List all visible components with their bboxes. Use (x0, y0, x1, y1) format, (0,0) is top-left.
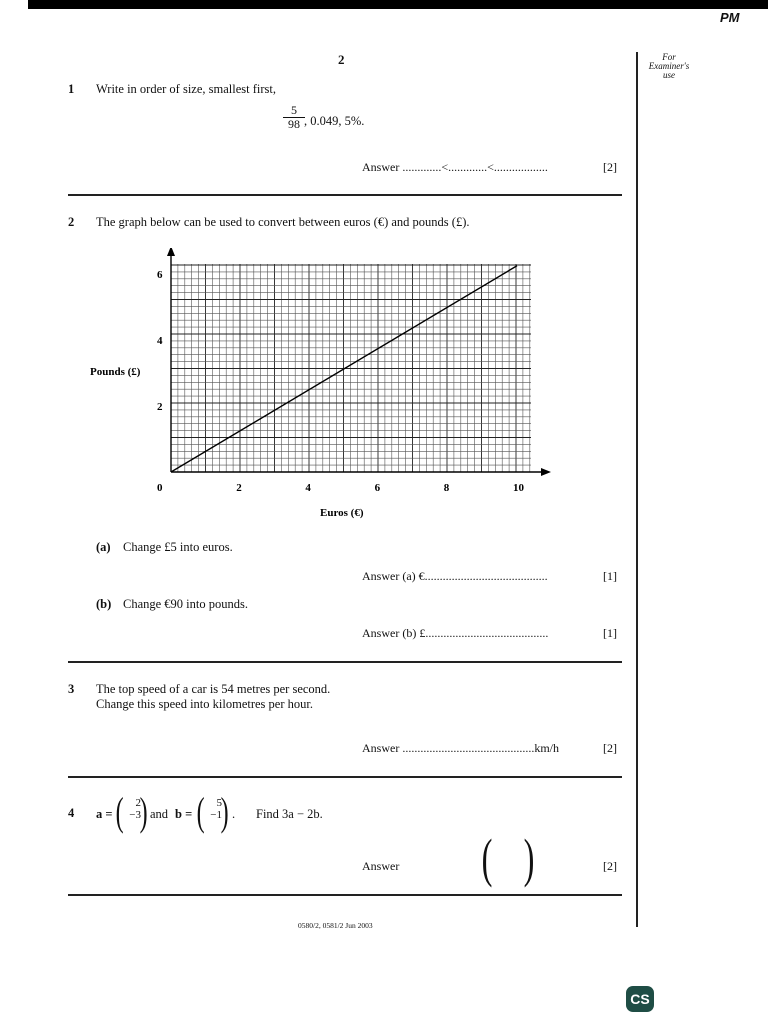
q3-answer-line[interactable]: Answer ............................................km/h (362, 741, 559, 755)
corner-label: PM (720, 10, 740, 25)
q1-answer-line[interactable]: Answer .............<.............<.................. (362, 160, 548, 174)
q4-a-open-paren: ( (115, 789, 124, 834)
graph-grid (171, 264, 531, 472)
q4-a-bottom: −3 (129, 809, 141, 821)
q1-fraction (283, 104, 305, 131)
q2a-part: (a) (96, 540, 111, 554)
divider (68, 194, 622, 196)
q2a-text: Change £5 into euros. (123, 540, 233, 554)
q2b-text: Change €90 into pounds. (123, 597, 248, 611)
q3-line-2: Change this speed into kilometres per hour. (96, 697, 313, 711)
examiner-margin-line (636, 52, 638, 927)
q4-answer-label: Answer (362, 859, 400, 873)
q1-fraction-denominator: 98 (288, 117, 300, 131)
q2b-marks: [1] (603, 626, 617, 640)
x-tick-label: 6 (374, 482, 381, 494)
examiner-line-1: For (662, 52, 676, 62)
q1-text: Write in order of size, smallest first, (96, 82, 276, 96)
q2b-answer-line[interactable]: Answer (b) £......................................... (362, 626, 549, 640)
q2-number: 2 (68, 215, 75, 229)
x-tick-label: 10 (513, 482, 524, 494)
y-tick-label: 2 (157, 401, 163, 413)
y-tick-label: 6 (157, 269, 163, 281)
x-axis-arrow (541, 468, 551, 476)
q4-b-bottom: −1 (210, 809, 222, 821)
q3-number: 3 (68, 682, 75, 696)
graph-axes (167, 248, 551, 476)
q4-b-open-paren: ( (196, 789, 205, 834)
q4-vector-a-label: a = (96, 807, 113, 821)
y-axis-arrow (167, 248, 175, 256)
q4-number: 4 (68, 806, 75, 820)
examiner-column-label (640, 53, 698, 80)
q3-marks: [2] (603, 741, 617, 755)
q4-period: . (232, 807, 236, 821)
q2a-marks: [1] (603, 569, 617, 583)
camscanner-badge: CS (626, 986, 654, 1012)
q4-and: and (150, 807, 169, 821)
examiner-line-3: use (663, 70, 675, 80)
q4-a-close-paren: ) (139, 789, 148, 834)
q4-task: Find 3a − 2b. (256, 807, 323, 821)
q2-text: The graph below can be used to convert between euros (€) and pounds (£). (96, 215, 470, 229)
q2a-answer-line[interactable]: Answer (a) €......................................... (362, 569, 548, 583)
page-number: 2 (338, 52, 345, 67)
q4-vector-b-label: b = (175, 807, 193, 821)
q4-b-top: 5 (216, 797, 222, 809)
examiner-line-2: Examiner's (648, 61, 690, 71)
divider (68, 894, 622, 896)
x-tick-label: 8 (443, 482, 450, 494)
q2a-label (96, 540, 111, 555)
x-tick-label: 4 (305, 482, 311, 494)
x-axis-label: Euros (€) (320, 507, 364, 519)
y-axis-label: Pounds (£) (90, 366, 141, 378)
q4-marks: [2] (603, 859, 617, 873)
q4-b-close-paren: ) (220, 789, 229, 834)
conversion-graph (80, 248, 580, 528)
q1-fraction-numerator: 5 (283, 104, 305, 118)
q4-answer-close-paren[interactable]: ) (523, 828, 535, 888)
q1-values: , 0.049, 5%. (304, 114, 365, 128)
q1-number: 1 (68, 82, 75, 96)
divider (68, 776, 622, 778)
q4-answer-open-paren[interactable]: ( (481, 828, 493, 888)
y-tick-label: 4 (157, 335, 163, 347)
q4-a-top: 2 (135, 797, 141, 809)
q2b-label (96, 597, 111, 612)
x-tick-label: 0 (157, 482, 163, 494)
footer-code: 0580/2, 0581/2 Jun 2003 (298, 921, 373, 930)
top-border (28, 0, 768, 9)
q3-line-1: The top speed of a car is 54 metres per second. (96, 682, 331, 696)
q2b-part: (b) (96, 597, 112, 611)
divider (68, 661, 622, 663)
x-tick-label: 2 (236, 482, 242, 494)
q1-marks: [2] (603, 160, 617, 174)
